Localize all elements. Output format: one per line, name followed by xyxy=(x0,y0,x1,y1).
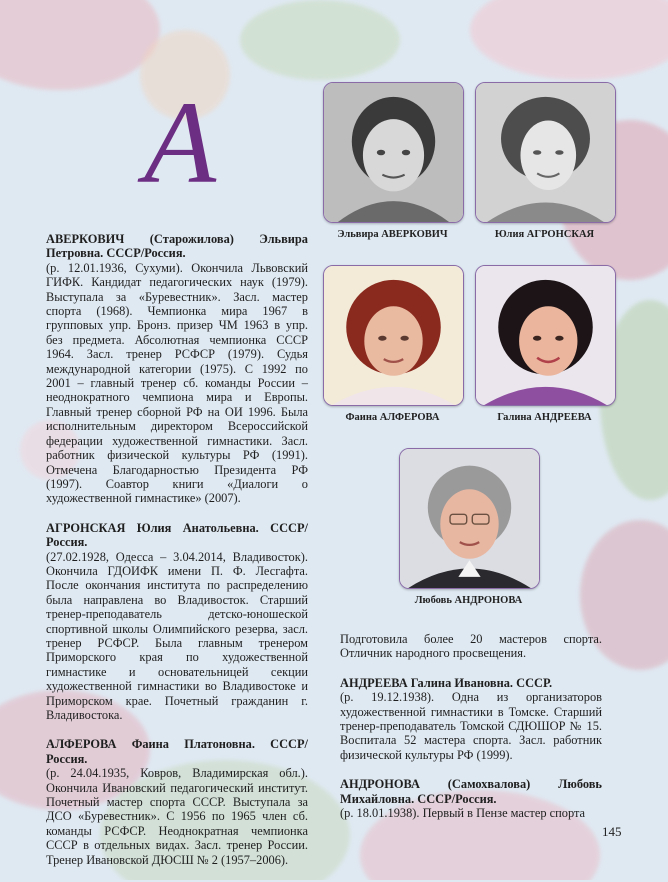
section-letter: А xyxy=(143,77,217,208)
entry-body: (р. 24.04.1935, Ковров, Владимирская обл.). Окончила Ивановский педагогический институт. Почетный мастер спорта СССР. Выступала за ДСО «Буревестник». С 1956 по 1965 член сб. команды РСФСР. Неоднократная чемпионка СССР в отдельных видах. Засл. тренер России. Тренер Ивановской ДЮСШ № 2 (1957–2006). xyxy=(46,766,308,867)
entry-heading: АВЕРКОВИЧ (Старожилова) Эльвира Петровна. СССР/Россия. xyxy=(46,232,308,261)
entry-heading: АГРОНСКАЯ Юлия Анатольевна. СССР/ Россия. xyxy=(46,520,308,550)
portrait-alferova xyxy=(323,265,464,406)
portrait-andreeva xyxy=(475,265,616,406)
portrait-photo-icon xyxy=(476,83,615,222)
entry-heading: АНДРОНОВА (Самохвалова) Любовь Михайловна. СССР/Россия. xyxy=(340,777,602,806)
portrait-photo-icon xyxy=(476,266,615,405)
entry-heading: АЛФЕРОВА Фаина Платоновна. СССР/ Россия. xyxy=(46,737,308,766)
entry-andronova xyxy=(340,777,602,820)
entry-alferova-continued xyxy=(340,632,602,661)
entry-body: (р. 12.01.1936, Сухуми). Окончила Львовский ГИФК. Кандидат педагогических наук (1979). Выступала за «Буревестник». Засл. мастер спорта (1968). Чемпионка мира 1967 в групповых упр. Бронз. призер ЧМ 1963 в упр. без предмета. Абсолютная чемпионка СССР 1964. Засл. тренер РСФСР (1979). Судья международной категории (1975). С 1992 по 2001 – главный тренер сб. команды России – неоднократного чемпиона мира и Европы. Главный тренер сборной РФ на ОИ 1996. Была исполнительным директором Всероссийской федерации художественной гимнастики. Засл. работник физической культуры РФ (1991). Отмечена Благодарностью Президента РФ (1997). Соавтор книги «Диалоги о художественной гимнастике» (2007). xyxy=(46,260,308,506)
entry-body: (27.02.1928, Одесса – 3.04.2014, Владивосток). Окончила ГДОИФК имени П. Ф. Лесгафта. После окончания института по распределению была направлена во Владивосток. Старший тренер-преподаватель детско-юношеской спортивной школы Олимпийского резерва, засл. тренер РСФСР. Была главным тренером Приморского края по художественной гимнастике и основательницей секции художественной гимнастики во Владивостоке и Приморском крае. Почетный гражданин г. Владивостока. xyxy=(46,549,308,722)
entry-alferova xyxy=(46,737,308,867)
portrait-averkovich xyxy=(323,82,464,223)
portrait-photo-icon xyxy=(324,266,463,405)
entry-heading: АНДРЕЕВА Галина Ивановна. СССР. xyxy=(340,675,553,690)
caption-agronskaya: Юлия АГРОНСКАЯ xyxy=(494,229,595,240)
entry-agronskaya xyxy=(46,521,308,723)
portrait-photo-icon xyxy=(324,83,463,222)
entry-body: (р. 18.01.1938). Первый в Пензе мастер спорта xyxy=(340,806,586,821)
entry-andreeva xyxy=(340,676,602,762)
entry-body: Подготовила более 20 мастеров спорта. Отличник народного просвещения. xyxy=(340,632,602,661)
caption-averkovich: Эльвира АВЕРКОВИЧ xyxy=(337,229,448,240)
text-column-left xyxy=(46,232,308,882)
entry-body: (р. 19.12.1938). Одна из организаторов художественной гимнастики в Томске. Старший тренер-преподаватель Томской СДЮШОР № 15. Воспитала 52 мастера спорта. Засл. работник физической культуры РФ (1999). xyxy=(340,690,602,762)
portrait-photo-icon xyxy=(400,449,539,588)
entry-averkovich xyxy=(46,232,308,506)
caption-alferova: Фаина АЛФЕРОВА xyxy=(345,412,440,423)
portrait-andronova xyxy=(399,448,540,589)
portrait-agronskaya xyxy=(475,82,616,223)
caption-andronova: Любовь АНДРОНОВА xyxy=(414,595,523,606)
caption-andreeva: Галина АНДРЕЕВА xyxy=(497,412,592,423)
page-number: 145 xyxy=(602,824,622,839)
text-column-right xyxy=(340,632,602,835)
